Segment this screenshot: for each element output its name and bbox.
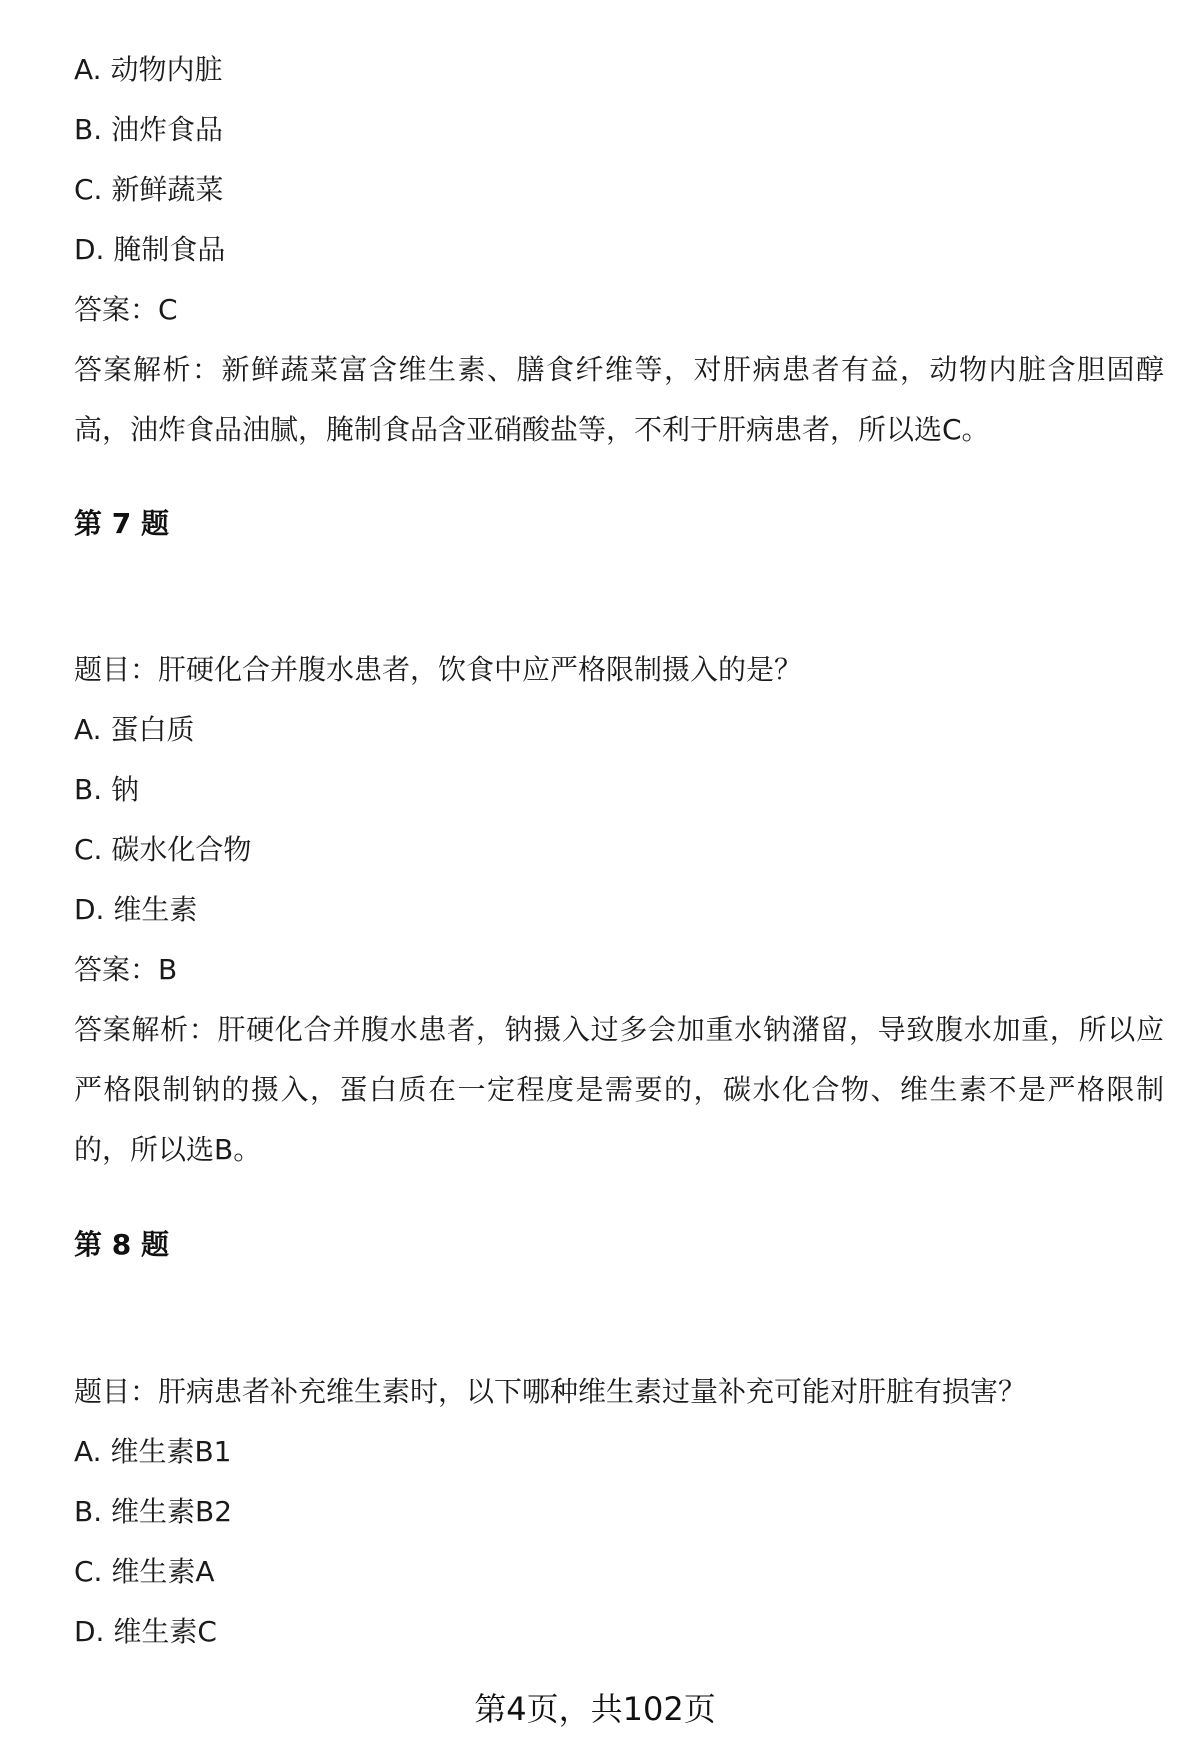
q6-option-d: D. 腌制食品 bbox=[74, 233, 226, 266]
q6-answer: 答案：C bbox=[74, 293, 178, 326]
q8-option-d: D. 维生素C bbox=[74, 1615, 217, 1648]
q8-option-b: B. 维生素B2 bbox=[74, 1495, 233, 1528]
q8-option-c: C. 维生素A bbox=[74, 1555, 215, 1588]
q7-option-c: C. 碳水化合物 bbox=[74, 833, 252, 866]
q6-analysis: 答案解析：新鲜蔬菜富含维生素、膳食纤维等，对肝病患者有益，动物内脏含胆固醇高，油炸食品油腻，腌制食品含亚硝酸盐等，不利于肝病患者，所以选C。 bbox=[74, 353, 1164, 446]
q7-option-b: B. 钠 bbox=[74, 773, 140, 806]
q8-question: 题目：肝病患者补充维生素时，以下哪种维生素过量补充可能对肝脏有损害？ bbox=[74, 1375, 1027, 1408]
q7-heading: 第 7 题 bbox=[74, 507, 169, 540]
q6-option-b: B. 油炸食品 bbox=[74, 113, 224, 146]
q7-analysis: 答案解析：肝硬化合并腹水患者，钠摄入过多会加重水钠潴留，导致腹水加重，所以应严格限制钠的摄入，蛋白质在一定程度是需要的，碳水化合物、维生素不是严格限制的，所以选B。 bbox=[74, 1013, 1164, 1166]
q7-answer: 答案：B bbox=[74, 953, 178, 986]
q8-option-a: A. 维生素B1 bbox=[74, 1435, 232, 1468]
q8-heading: 第 8 题 bbox=[74, 1228, 169, 1261]
q7-question: 题目：肝硬化合并腹水患者，饮食中应严格限制摄入的是？ bbox=[74, 653, 803, 686]
page-number: 第4页，共102页 bbox=[474, 1690, 716, 1728]
q6-option-c: C. 新鲜蔬菜 bbox=[74, 173, 224, 206]
q7-option-a: A. 蛋白质 bbox=[74, 713, 195, 746]
q7-option-d: D. 维生素 bbox=[74, 893, 198, 926]
q6-option-a: A. 动物内脏 bbox=[74, 53, 223, 86]
